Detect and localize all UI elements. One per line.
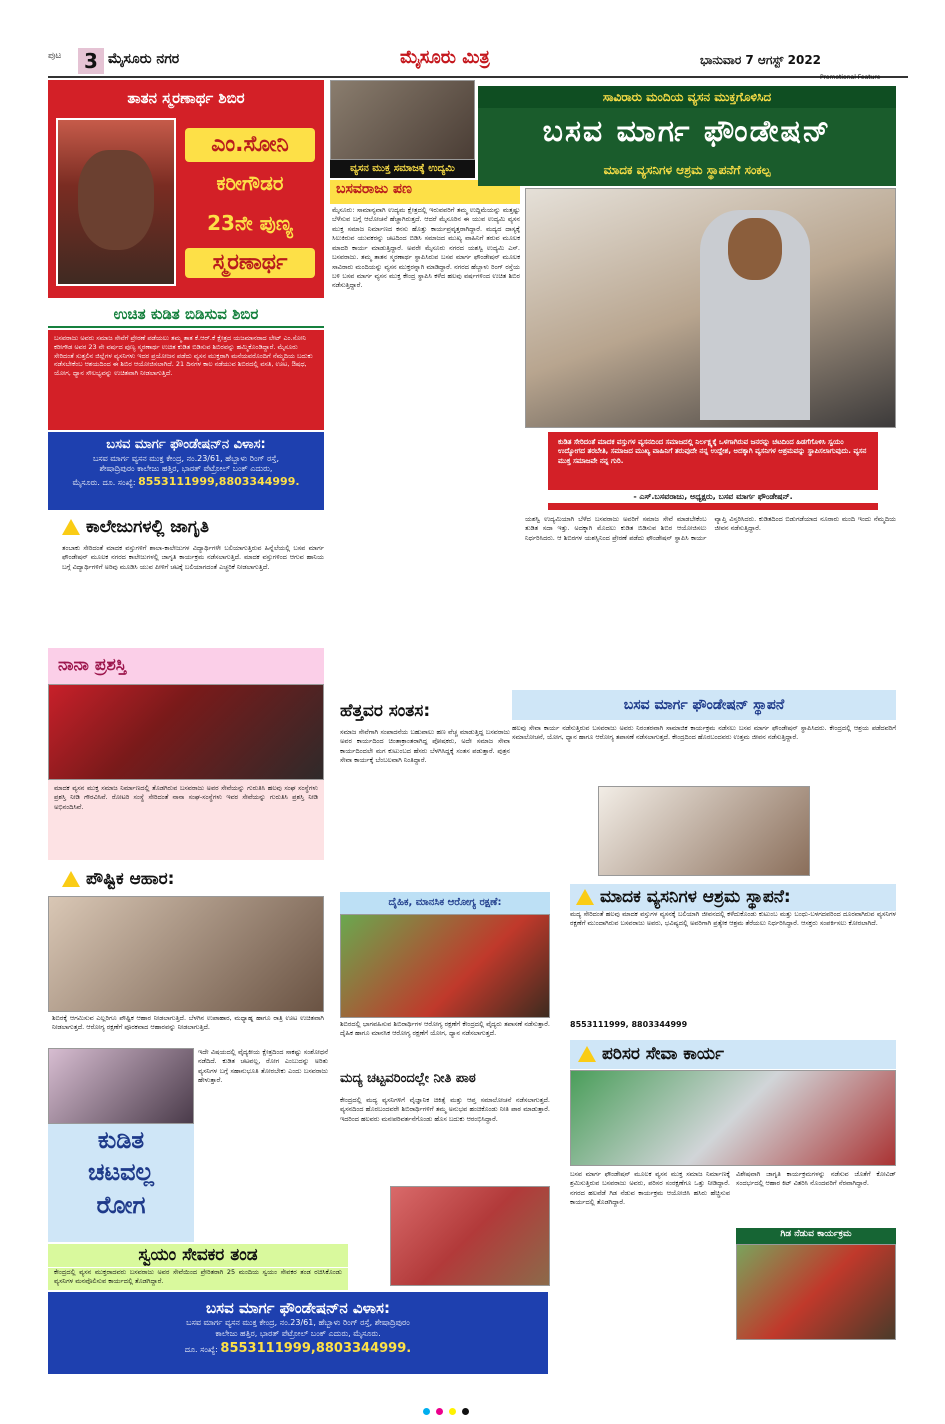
page-number: 3 — [78, 48, 104, 74]
health-title: ದೈಹಿಕ, ಮಾನಸಿಕ ಆರೋಗ್ಯ ರಕ್ಷಣೆ: — [340, 892, 550, 914]
portrait-face — [78, 150, 154, 250]
triangle-icon — [62, 871, 80, 887]
illness-box — [48, 1124, 194, 1242]
ashram-phone: 8553111999, 8803344999 — [570, 1020, 688, 1029]
registration-dots — [420, 1408, 472, 1419]
nutrition-caption: ಶಿಬಿರಕ್ಕೆ ಆಗಮಿಸುವ ಎಲ್ಲರಿಗೂ ಪೌಷ್ಟಿಕ ಆಹಾರ ನೀಡಲಾಗುತ್ತಿದೆ. ಬೆಳಗಿನ ಉಪಾಹಾರ, ಮಧ್ಯಾಹ್ನ ಹಾಗೂ ರಾತ್ರಿ ಊಟ ಉಚಿತವಾಗಿ ನೀಡಲಾಗುತ್ತದೆ. ಆರೋಗ್ಯ ರಕ್ಷಣೆಗೆ ಪೂರಕವಾದ ಆಹಾರವನ್ನು ನೀಡಲಾಗುತ್ತಿದೆ. — [52, 1014, 324, 1032]
address-line — [56, 475, 316, 490]
memorial-line-4: ಸ್ಮರಣಾರ್ಥ — [185, 248, 315, 278]
illness-line: ಚಟವಲ್ಲ — [88, 1158, 154, 1187]
address-phone: 8553111999,8803344999. — [220, 1340, 412, 1356]
byline: ಬಸವರಾಜು ಪಣ — [330, 180, 520, 204]
group-photo — [330, 80, 475, 160]
address-line: ಬಸವ ಮಾರ್ಗ ವ್ಯಸನ ಮುಕ್ತ ಕೇಂದ್ರ, ನಂ.23/61, ಹೆಬ್ಬಾಳು ರಿಂಗ್ ರಸ್ತೆ, ಶೇಷಾದ್ರಿಪುರಂ — [186, 1318, 410, 1328]
banner-title: ಬಸವ ಮಾರ್ಗ ಫೌಂಡೇಷನ್ — [542, 114, 832, 149]
right-article: ಯಶಸ್ವಿ ಉದ್ಯಮಿಯಾಗಿ ಬೆಳೆದ ಬಸವರಾಜು ಅವರಿಗೆ ಸಮಾಜ ಸೇವೆ ಮಾಡಬೇಕೆಂಬ ತುಡಿತ ಸದಾ ಇತ್ತು. ಅದಕ್ಕಾಗಿ ಮೊದಲು ಕುಡಿತ ಬಿಡಿಸುವ ಶಿಬಿರ ಆಯೋಜಿಸಲು ನಿರ್ಧರಿಸಿದರು. ಆ ಶಿಬಿರಗಳ ಯಶಸ್ಸಿನಿಂದ ಪ್ರೇರಣೆ ಪಡೆದು ಫೌಂಡೇಷನ್ ಸ್ಥಾಪಿಸಿ ಕಾರ್ಯ ವ್ಯಾಪ್ತಿ ವಿಸ್ತರಿಸಿದರು. ಕುಡಿತದಿಂದ ಬಿಡುಗಡೆಯಾದ ನೂರಾರು ಮಂದಿ ಇಂದು ನೆಮ್ಮದಿಯ ಜೀವನ ನಡೆಸುತ್ತಿದ್ದಾರೆ. — [525, 515, 896, 542]
memorial-title: ತಾತನ ಸ್ಮರಣಾರ್ಥ ಶಿಬಿರ — [127, 89, 245, 107]
address-city: ಮೈಸೂರು. ದೂ. ಸಂಖ್ಯೆ: — [72, 478, 136, 488]
phone-label: ದೂ. ಸಂಖ್ಯೆ: — [184, 1344, 218, 1354]
promo-label: Promotional Feature — [820, 74, 881, 81]
page-label: ಪುಟ — [48, 50, 78, 72]
tree-planting-title: ಗಿಡ ನೆಡುವ ಕಾರ್ಯಕ್ರಮ — [736, 1228, 896, 1244]
awards-title: ನಾನಾ ಪ್ರಶಸ್ತಿ — [58, 655, 127, 675]
discipline-title: ಮದ್ಯ ಚಟ್ಟವರಿಂದಲ್ಲೇ ನೀತಿ ಪಾಠ — [340, 1071, 476, 1086]
illness-photo — [48, 1048, 194, 1124]
banner-subtitle: ಮಾದಕ ವ್ಯಸನಿಗಳ ಆಶ್ರಮ ಸ್ಥಾಪನೆಗೆ ಸಂಕಲ್ಪ — [603, 163, 771, 177]
health-photo — [340, 914, 550, 1018]
environment-text: ಬಸವ ಮಾರ್ಗ ಫೌಂಡೇಷನ್ ಮೂಲಕ ವ್ಯಸನ ಮುಕ್ತ ಸಮಾಜ ನಿರ್ಮಾಣಕ್ಕೆ ಶ್ರಮಿಸುತ್ತಿರುವ ಬಸವರಾಜು ಅವರು, ಪರಿಸರ ಸಂರಕ್ಷಣೆಗೂ ಒತ್ತು ನೀಡಿದ್ದಾರೆ. ನಗರದ ಹಲವೆಡೆ ಗಿಡ ನೆಡುವ ಕಾರ್ಯಕ್ರಮ ಆಯೋಜಿಸಿ ಹಸಿರು ಹೆಚ್ಚಿಸುವ ಕಾರ್ಯದಲ್ಲಿ ತೊಡಗಿದ್ದಾರೆ. — [570, 1170, 730, 1207]
memorial-line-3: 23ನೇ ಪುಣ್ಯ — [207, 211, 293, 235]
photo-caption: ವ್ಯಸನ ಮುಕ್ತ ಸಮಾಜಕ್ಕೆ ಉದ್ಯಮಿ — [330, 160, 475, 178]
tree-planting-photo — [736, 1244, 896, 1340]
illness-text: ಇದೇ ವಿಷಯದಲ್ಲಿ ವೈದ್ಯಕೀಯ ಕ್ಷೇತ್ರದಿಂದ ಸಾಕಷ್ಟು ಸಂಶೋಧನೆ ನಡೆದಿದೆ. ಕುಡಿತ ಚಟವಲ್ಲ, ರೋಗ ಎಂಬುದನ್ನು ಅರಿತು ವ್ಯಸನಿಗಳ ಬಗ್ಗೆ ಸಹಾನುಭೂತಿ ತೋರಬೇಕು ಎಂದು ಬಸವರಾಜು ಹೇಳುತ್ತಾರೆ. — [198, 1048, 328, 1085]
yellow-dot — [449, 1408, 456, 1415]
memorial-name-2: ಕರೀಗೌಡರ — [216, 171, 284, 195]
founder-quote: ಕುಡಿತ ಸೇರಿದಂತೆ ಮಾದಕ ವಸ್ತುಗಳ ವ್ಯಸನದಿಂದ ಸಮಾಜದಲ್ಲಿ ನಿರ್ಲಕ್ಷ್ಯಕ್ಕೆ ಒಳಗಾಗಿರುವ ಜನರನ್ನು ಚಟದಿಂದ ಹಿಡಗೆಗೊಳಿಸಿ ಸ್ವಯಂ ಉದ್ಯೋಗದ ತರಬೇತಿ, ಸಮಾಜದ ಮುಖ್ಯ ವಾಹಿನಿಗೆ ತರುವುದೇ ನನ್ನ ಉದ್ದೇಶ, ಅದಕ್ಕಾಗಿ ವ್ಯಸನಿಗಳ ಆಶ್ರಮವನ್ನು ಸ್ಥಾಪಿಸಲಾಗುವುದು. ವ್ಯಸನ ಮುಕ್ತ ಸಮಾಜವೇ ನನ್ನ ಗುರಿ. — [548, 432, 878, 510]
volunteers-title: ಸ್ವಯಂ ಸೇವಕರ ತಂಡ — [48, 1244, 348, 1267]
health-caption: ಶಿಬಿರದಲ್ಲಿ ಭಾಗವಹಿಸುವ ಶಿಬಿರಾರ್ಥಿಗಳ ಆರೋಗ್ಯ ರಕ್ಷಣೆಗೆ ಕೇಂದ್ರದಲ್ಲಿ ವೈದ್ಯರು ತಪಾಸಣೆ ನಡೆಸುತ್ತಾರೆ. ದೈಹಿಕ ಹಾಗೂ ಮಾನಸಿಕ ಆರೋಗ್ಯ ರಕ್ಷಣೆಗೆ ಯೋಗ, ಧ್ಯಾನ ನಡೆಸಲಾಗುತ್ತದೆ. — [340, 1020, 550, 1038]
triangle-icon — [576, 889, 594, 905]
address-box-bottom — [48, 1292, 548, 1374]
triangle-icon — [62, 519, 80, 535]
illness-line: ಕುಡಿತ — [97, 1126, 145, 1154]
address-phone: 8553111999,8803344999. — [138, 475, 300, 489]
address-line: ಬಸವ ಮಾರ್ಗ ವ್ಯಸನ ಮುಕ್ತ ಕೇಂದ್ರ, ನಂ.23/61, ಹೆಬ್ಬಾಳು ರಿಂಗ್ ರಸ್ತೆ, — [92, 453, 280, 463]
colleges-text: ತಂಬಾಕು ಸೇರಿದಂತೆ ಮಾದಕ ವಸ್ತುಗಳಿಗೆ ಶಾಲಾ-ಕಾಲೇಜುಗಳ ವಿದ್ಯಾರ್ಥಿಗಳೇ ಬಲಿಯಾಗುತ್ತಿರುವ ಹಿನ್ನೆಲೆಯಲ್ಲಿ ಬಸವ ಮಾರ್ಗ ಫೌಂಡೇಷನ್ ಮೂಲಕ ನಗರದ ಕಾಲೇಜುಗಳಲ್ಲಿ ಜಾಗೃತಿ ಕಾರ್ಯಕ್ರಮ ನಡೆಸಲಾಗುತ್ತಿದೆ. ಮಾದಕ ವಸ್ತುಗಳಿಂದ ಆಗುವ ಹಾನಿಯ ಬಗ್ಗೆ ವಿದ್ಯಾರ್ಥಿಗಳಿಗೆ ಅರಿವು ಮೂಡಿಸಿ ಯುವ ಪೀಳಿಗೆ ಚಟಕ್ಕೆ ಬಲಿಯಾಗದಂತೆ ಎಚ್ಚರಿಕೆ ನೀಡಲಾಗುತ್ತಿದೆ. — [62, 544, 324, 571]
happiness-text: ಸಮಾಜ ಸೇವೆಗಾಗಿ ಸಂಪಾದನೆಯ ಬಹುಪಾಲು ಹಣ ವೆಚ್ಚ ಮಾಡುತ್ತಿದ್ದ ಬಸವರಾಜು ಅವರ ಕಾರ್ಯದಿಂದ ಚಿಂತಾಕ್ರಾಂತರಾಗಿದ್ದ ಪೋಷಕರು, ಅದೇ ಸಮಾಜ ಸೇವಾ ಕಾರ್ಯದಿಂದಲೇ ಮಗ ಕುಟುಂಬದ ಹೆಸರು ಬೆಳಗಿಸಿದ್ದಕ್ಕೆ ಸಂತಸ ಪಡುತ್ತಾರೆ. ಪುತ್ರನ ಸೇವಾ ಕಾರ್ಯಕ್ಕೆ ಬೆಂಬಲವಾಗಿ ನಿಂತಿದ್ದಾರೆ. — [340, 728, 510, 765]
issue-date: ಭಾನುವಾರ 7 ಆಗಸ್ಟ್ 2022 — [700, 53, 822, 67]
address-line: ಶೇಷಾದ್ರಿಪುರಂ ಕಾಲೇಜು ಹತ್ತಿರ, ಭಾರತ್ ಪೆಟ್ರೋಲ್ ಬಂಕ್ ಎದುರು, — [99, 464, 273, 474]
awards-caption: ಮಾದಕ ವ್ಯಸನ ಮುಕ್ತ ಸಮಾಜ ನಿರ್ಮಾಣದಲ್ಲಿ ತೊಡಗಿರುವ ಬಸವರಾಜು ಅವರ ಸೇವೆಯನ್ನು ಗುರುತಿಸಿ ಹಲವು ಸಂಘ ಸಂಸ್ಥೆಗಳು ಪ್ರಶಸ್ತಿ ನೀಡಿ ಗೌರವಿಸಿವೆ. ರೋಟರಿ ಸಂಸ್ಥೆ ಸೇರಿದಂತೆ ನಾನಾ ಸಂಘ-ಸಂಸ್ಥೆಗಳು ಇವರ ಸೇವೆಯನ್ನು ಗುರುತಿಸಿ ಪ್ರಶಸ್ತಿ ನೀಡಿ ಅಭಿನಂದಿಸಿವೆ. — [48, 780, 324, 860]
founder-face — [728, 218, 782, 280]
triangle-icon — [578, 1046, 596, 1062]
illness-line: ರೋಗ — [96, 1190, 146, 1219]
foundation-text: ಹಲವು ಸೇವಾ ಕಾರ್ಯ ನಡೆಸುತ್ತಿರುವ ಬಸವರಾಜು ಅವರು ನಿರಂತರವಾಗಿ ಸಾಮಾಜಿಕ ಕಾರ್ಯಕ್ರಮ ನಡೆಸಲು ಬಸವ ಮಾರ್ಗ ಫೌಂಡೇಷನ್ ಸ್ಥಾಪಿಸಿದರು. ಕೇಂದ್ರದಲ್ಲಿ ಆಶ್ರಯ ಪಡೆದವರಿಗೆ ಸಮಾಲೋಚನೆ, ಯೋಗ, ಧ್ಯಾನ ಹಾಗೂ ಆರೋಗ್ಯ ತಪಾಸಣೆ ನಡೆಸಲಾಗುತ್ತದೆ. ಕೇಂದ್ರದಿಂದ ಹೊರಬಂದವರು ಉತ್ತಮ ಜೀವನ ನಡೆಸುತ್ತಿದ್ದಾರೆ. — [512, 724, 896, 742]
nutrition-photo — [48, 896, 324, 1012]
masthead: ಮೈಸೂರು ಮಿತ್ರ — [400, 47, 490, 68]
environment-title: ಪರಿಸರ ಸೇವಾ ಕಾರ್ಯ — [570, 1040, 896, 1069]
ashram-text: ಮದ್ಯ ಸೇರಿದಂತೆ ಹಲವು ಮಾದಕ ವಸ್ತುಗಳ ವ್ಯಸನಕ್ಕೆ ಬಲಿಯಾಗಿ ಜೀವನದಲ್ಲಿ ಕಳೆದುಕೊಂಡು ಕುಟುಂಬ ಮತ್ತು ಬಂಧು-ಬಳಗದವರಿಂದ ದೂರವಾಗಿರುವ ವ್ಯಸನಿಗಳ ರಕ್ಷಣೆಗೆ ಮುಂದಾಗಿರುವ ಬಸವರಾಜು ಅವರು, ಭವಿಷ್ಯದಲ್ಲಿ ಅವರಿಗಾಗಿ ಪ್ರತ್ಯೇಕ ಆಶ್ರಮ ತೆರೆಯಲು ನಿರ್ಧರಿಸಿದ್ದಾರೆ. ಆಸಕ್ತರು ಸಂಪರ್ಕಿಸಲು ಕೋರಲಾಗಿದೆ. — [570, 910, 896, 928]
address-line — [58, 1340, 538, 1358]
discipline-text: ಕೇಂದ್ರದಲ್ಲಿ ಮದ್ಯ ವ್ಯಸನಿಗಳಿಗೆ ವೈಜ್ಞಾನಿಕ ಚಿಕಿತ್ಸೆ ಮತ್ತು ಆಪ್ತ ಸಮಾಲೋಚನೆ ನಡೆಸಲಾಗುತ್ತದೆ. ವ್ಯಸನದಿಂದ ಹೊರಬಂದವರೇ ಶಿಬಿರಾರ್ಥಿಗಳಿಗೆ ತಮ್ಮ ಅನುಭವ ಹಂಚಿಕೊಂಡು ನೀತಿ ಪಾಠ ಮಾಡುತ್ತಾರೆ. ಇದರಿಂದ ಹಲವರು ಮನಃಪರಿವರ್ತನೆಗೊಂಡು ಹೊಸ ಬದುಕು ಆರಂಭಿಸಿದ್ದಾರೆ. — [340, 1096, 550, 1123]
awards-photo — [48, 684, 324, 780]
nutrition-title: ಪೌಷ್ಟಿಕ ಆಹಾರ: — [62, 868, 324, 891]
main-article: ಮೈಸೂರು: ಸಾಮಾನ್ಯವಾಗಿ ಉದ್ಯಮ ಕ್ಷೇತ್ರದಲ್ಲಿ ಇರುವವರಿಗೆ ತಮ್ಮ ಉದ್ದಿಮೆಯನ್ನು ಮತ್ತಷ್ಟು ಬೆಳೆಸುವ ಬಗ್ಗೆ ಆಲೋಚನೆ ಹೆಚ್ಚಾಗಿರುತ್ತದೆ. ಆದರೆ ಮೈಸೂರಿನ ಈ ಯುವ ಉದ್ಯಮಿ ವ್ಯಸನ ಮುಕ್ತ ಸಮಾಜ ನಿರ್ಮಾಣದ ಕನಸು ಹೊತ್ತು ಕಾರ್ಯಪ್ರವೃತ್ತರಾಗಿದ್ದಾರೆ. ಮದ್ಯದ ದಾಸ್ಯಕ್ಕೆ ಸಿಲುಕಿರುವ ಯುವಕರನ್ನು ಚಟದಿಂದ ಬಿಡಿಸಿ ಸಮಾಜದ ಮುಖ್ಯ ವಾಹಿನಿಗೆ ತರುವ ಮೂಲಕ ಮಾದರಿ ಕಾರ್ಯ ಮಾಡುತ್ತಿದ್ದಾರೆ. ಅವರೇ ಮೈಸೂರು ನಗರದ ಯಶಸ್ವಿ ಉದ್ಯಮಿ ಎಸ್. ಬಸವರಾಜು. ತಮ್ಮ ತಾತನ ಸ್ಮರಣಾರ್ಥ ಸ್ಥಾಪಿಸಿರುವ ಬಸವ ಮಾರ್ಗ ಫೌಂಡೇಷನ್ ಮೂಲಕ ಸಾವಿರಾರು ಮಂದಿಯನ್ನು ವ್ಯಸನ ಮುಕ್ತರನ್ನಾಗಿ ಮಾಡಿದ್ದಾರೆ. ನಗರದ ಹೆಬ್ಬಾಳು ರಿಂಗ್ ರಸ್ತೆಯ ಬಳಿ ಬಸವ ಮಾರ್ಗ ವ್ಯಸನ ಮುಕ್ತ ಕೇಂದ್ರ ಸ್ಥಾಪಿಸಿ ಕಳೆದ ಹಲವು ವರ್ಷಗಳಿಂದ ಉಚಿತ ಶಿಬಿರ ನಡೆಸುತ್ತಿದ್ದಾರೆ. — [332, 206, 520, 290]
memorial-name-1: ಎಂ.ಸೋನಿ — [185, 128, 315, 162]
foundation-photo — [598, 786, 810, 876]
memorial-paragraph: ಬಸವರಾಜು ಅವರು ಸಮಾಜ ಸೇವೆಗೆ ಪ್ರೇರಣೆ ಪಡೆಯಲು ತಮ್ಮ ತಾತ ಕೆ.ಆರ್.ಕೆ ಕ್ಷೇತ್ರದ ಯಜಮಾನರಾದ ಲೇಟ್ ಎಂ.ಸೋನಿ ಕರೀಗೌಡ ಅವರ 23 ನೇ ವರ್ಷದ ಪುಣ್ಯ ಸ್ಮರಣಾರ್ಥ ಉಚಿತ ಕುಡಿತ ಬಿಡಿಸುವ ಶಿಬಿರವನ್ನು ಹಮ್ಮಿಕೊಂಡಿದ್ದಾರೆ. ಮೈಸೂರು ಸೇರಿದಂತೆ ಸುತ್ತಲಿನ ಜಿಲ್ಲೆಗಳ ವ್ಯಸನಿಗಳು ಇದರ ಪ್ರಯೋಜನ ಪಡೆದು ವ್ಯಸನ ಮುಕ್ತರಾಗಿ ಮನೆಯವರೊಂದಿಗೆ ನೆಮ್ಮದಿಯ ಬದುಕು ನಡೆಸಬೇಕೆಂಬ ಆಶಯದಿಂದ ಈ ಶಿಬಿರ ಆಯೋಜಿಸಲಾಗಿದೆ. 21 ದಿನಗಳ ಕಾಲ ನಡೆಯುವ ಶಿಬಿರದಲ್ಲಿ ವಸತಿ, ಊಟ, ಔಷಧ, ಯೋಗ, ಧ್ಯಾನ ಸೌಲಭ್ಯವನ್ನು ಉಚಿತವಾಗಿ ನೀಡಲಾಗುತ್ತಿದೆ. — [48, 330, 324, 430]
banner-top-line: ಸಾವಿರಾರು ಮಂದಿಯ ವ್ಯಸನ ಮುಕ್ತಗೊಳಿಸಿದ — [478, 86, 896, 108]
colleges-title: ಕಾಲೇಜುಗಳಲ್ಲಿ ಜಾಗೃತಿ — [62, 516, 324, 539]
foundation-title: ಬಸವ ಮಾರ್ಗ ಫೌಂಡೇಷನ್ ಸ್ಥಾಪನೆ — [512, 690, 896, 720]
quote-signature: - ಎಸ್.ಬಸವರಾಜು, ಅಧ್ಯಕ್ಷರು, ಬಸವ ಮಾರ್ಗ ಫೌಂಡೇಷನ್. — [548, 490, 878, 503]
address-box-top — [48, 432, 324, 510]
discipline-photo — [390, 1186, 550, 1286]
magenta-dot — [436, 1408, 443, 1415]
environment-photo — [570, 1070, 896, 1166]
cyan-dot — [423, 1408, 430, 1415]
happiness-title: ಹೆತ್ತವರ ಸಂತಸ: — [340, 701, 431, 721]
ashram-title: ಮಾದಕ ವ್ಯಸನಿಗಳ ಆಶ್ರಮ ಸ್ಥಾಪನೆ: — [570, 884, 896, 911]
black-dot — [462, 1408, 469, 1415]
address-line: ಕಾಲೇಜು ಹತ್ತಿರ, ಭಾರತ್ ಪೆಟ್ರೋಲ್ ಬಂಕ್ ಎದುರು, ಮೈಸೂರು. — [215, 1329, 381, 1339]
environment-text-2: ವಿಶೇಷವಾಗಿ ಜಾಗೃತಿ ಕಾರ್ಯಕ್ರಮಗಳನ್ನು ನಡೆಸುವ ಜೊತೆಗೆ ಕೋವಿಡ್ ಸಂದರ್ಭದಲ್ಲಿ ಆಹಾರ ಕಿಟ್ ವಿತರಿಸಿ ನೊಂದವರಿಗೆ ನೆರವಾಗಿದ್ದಾರೆ. — [736, 1170, 896, 1188]
address-title: ಬಸವ ಮಾರ್ಗ ಫೌಂಡೇಷನ್‌ನ ವಿಳಾಸ: — [106, 437, 266, 452]
volunteers-text: ಕೇಂದ್ರದಲ್ಲಿ ವ್ಯಸನ ಮುಕ್ತರಾದವರು ಬಸವರಾಜು ಅವರ ಸೇವೆಯಿಂದ ಪ್ರೇರಿತರಾಗಿ 25 ಮಂದಿಯ ಸ್ವಯಂ ಸೇವಕರ ತಂಡ ರಚಿಸಿಕೊಂಡು ವ್ಯಸನಿಗಳ ಮನವೊಲಿಸುವ ಕಾರ್ಯದಲ್ಲಿ ತೊಡಗಿದ್ದಾರೆ. — [48, 1268, 348, 1290]
section-city: ಮೈಸೂರು ನಗರ — [108, 51, 180, 67]
camp-title: ಉಚಿತ ಕುಡಿತ ಬಿಡಿಸುವ ಶಿಬಿರ — [48, 300, 324, 328]
awards-header — [48, 648, 324, 684]
address-title: ಬಸವ ಮಾರ್ಗ ಫೌಂಡೇಷನ್‌ನ ವಿಳಾಸ: — [206, 1299, 390, 1317]
